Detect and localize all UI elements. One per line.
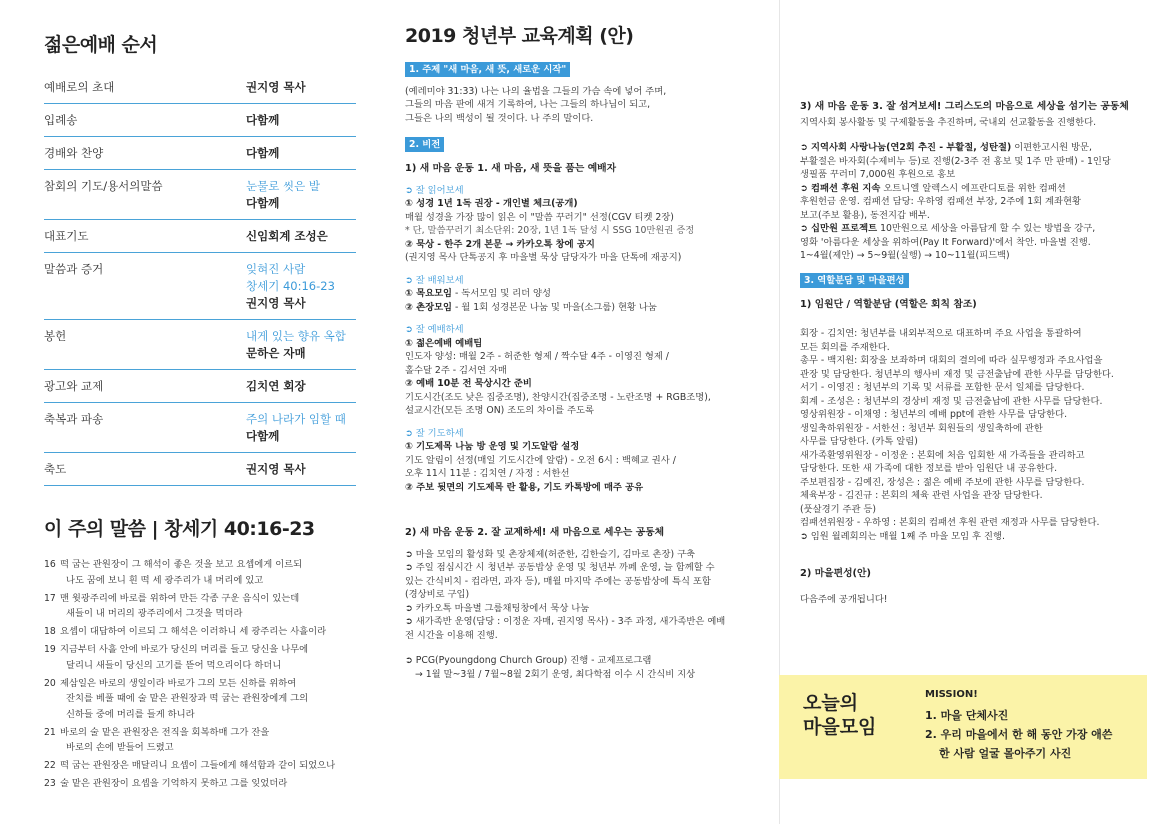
role-line: 영상위원장 - 이채영 : 청년부의 예배 ppt에 관한 사무를 담당한다.	[800, 409, 1068, 420]
quote-line: 그들의 마음 판에 새겨 기록하여, 나는 그들의 하나님이 되고,	[405, 99, 651, 110]
order-label: 경배와 찬양	[44, 146, 104, 160]
order-values	[246, 461, 356, 478]
verse-number: 16	[44, 559, 56, 570]
order-values	[246, 79, 356, 96]
order-value: 다함께	[246, 429, 280, 443]
order-row	[44, 370, 356, 403]
order-value: 눈물로 씻은 발	[246, 179, 320, 193]
role-line: 새가족환영위원장 - 이정운 : 본회에 처음 입회한 새 가족들을 관리하고	[800, 449, 1085, 461]
roles-badge: 3. 역할분담 및 마을편성	[800, 273, 909, 288]
verse-text	[60, 624, 356, 640]
order-title: 젊은예배 순서	[44, 34, 158, 56]
thou-line-3: 1~4월(제안) → 5~9월(실행) → 10~11월(피드백)	[800, 250, 1010, 261]
worship-item-2b: 설교시간(모든 조명 ON) 조도의 차이를 주도록	[405, 405, 594, 416]
pcg-line-1: ➲ PCG(Pyoungdong Church Group) 진행 - 교제프로그램	[405, 655, 652, 666]
plan-title: 2019 청년부 교육계획 (안)	[405, 25, 634, 47]
village-heading: 2) 마을편성(안)	[800, 568, 871, 579]
worship-heading: ➲ 잘 예배하세	[405, 324, 464, 335]
verse-line: 나도 꿈에 보니 흰 떡 세 광주리가 내 머리에 있고	[66, 574, 264, 586]
read-item-1: ① 성경 1년 1독 권장 - 개인별 체크(공개)	[405, 198, 578, 209]
verse-item	[44, 758, 356, 774]
role-line: 회장 - 김치연: 청년부를 내외부적으로 대표하며 주요 사업을 통괄하여	[800, 328, 1082, 339]
quote-line: (예레미야 31:33) 나는 나의 율법을 그들의 가슴 속에 넣어 주며,	[405, 85, 667, 97]
learn-heading: ➲ 잘 배워보세	[405, 274, 464, 286]
verse-line: 잔치를 베풀 때에 술 맡은 관원장과 떡 굽는 관원장에게 그의	[66, 693, 309, 704]
verse-line: 바로의 손에 받들어 드렸고	[66, 742, 174, 753]
order-value: 잊혀진 사람	[246, 262, 306, 276]
verse-item	[44, 642, 356, 673]
verse-line: 달리니 새들이 당신의 고기를 뜯어 먹으리이다 하더니	[66, 659, 282, 671]
local-line-3: 생필품 꾸러미 7,000원 후원으로 홍보	[800, 169, 956, 180]
order-value: 다함께	[246, 196, 280, 210]
order-values	[246, 145, 356, 162]
movement2-heading: 2) 새 마음 운동 2. 잘 교제하세! 새 마음으로 세우는 공동체	[405, 527, 665, 538]
local-text: 이편한고시원 방문,	[1011, 142, 1092, 153]
order-value: 신임회계 조성은	[246, 229, 328, 243]
order-column	[44, 30, 356, 794]
order-label: 봉헌	[44, 329, 67, 343]
order-label: 축도	[44, 462, 67, 476]
order-row	[44, 320, 356, 370]
order-row	[44, 253, 356, 320]
pray-item-1a: 기도 알림이 선정(매일 기도시간에 알람) - 오전 6시 : 백혜교 권사 /	[405, 454, 676, 466]
roles-list	[800, 327, 1136, 530]
order-value: 권지영 목사	[246, 462, 306, 476]
verse-text	[60, 776, 356, 792]
vision-badge: 2. 비전	[405, 137, 444, 152]
village-text: 다음주에 공개됩니다!	[800, 593, 888, 605]
learn-item-2	[405, 301, 767, 315]
role-line: 체육부장 - 김진규 : 본회의 체육 관련 사업을 관장 담당한다.	[800, 490, 1043, 501]
mission-item-1: 1. 마을 단체사진	[925, 709, 1009, 722]
worship-item-1a: 인도자 양성: 매월 2주 - 허준한 형제 / 짝수달 4주 - 이영진 형제 /	[405, 351, 669, 362]
order-table	[44, 71, 356, 486]
verse-line: 술 맡은 관원장이 요셉을 기억하지 못하고 그를 잊었더라	[60, 778, 288, 789]
mission-item-3: 한 사람 얼굴 몰아주기 사진	[939, 747, 1072, 760]
learn-item-1-text: - 독서모임 및 리더 양성	[452, 288, 552, 299]
learn-item-2-text: - 월 1회 성경본문 나눔 및 마을(소그룹) 현황 나눔	[452, 301, 657, 313]
verse-text	[60, 676, 356, 723]
comp-text: 오트니엘 알렉스시 에프란디토를 위한 컴패션	[880, 182, 1066, 194]
order-values	[246, 261, 356, 312]
verse-text	[60, 557, 356, 588]
thou-line-1	[800, 222, 1136, 236]
theme-quote	[405, 85, 767, 126]
order-label: 광고와 교제	[44, 379, 104, 393]
verse-line: 맨 윗광주리에 바로를 위하여 만든 각종 구운 음식이 있는데	[60, 592, 300, 604]
local-line-1	[800, 141, 1136, 155]
mission-box-title	[803, 691, 876, 739]
order-values	[246, 411, 356, 445]
thou-text: 10만원으로 세상을 아름답게 할 수 있는 방법을 강구,	[877, 223, 1096, 234]
order-values	[246, 378, 356, 395]
role-line: 주보편집장 - 김예진, 장성은 : 젊은 예배 주보에 관한 사무를 담당한다.	[800, 476, 1085, 488]
verse-line: 요셉이 대답하여 이르되 그 해석은 이러하니 세 광주리는 사흘이라	[60, 626, 327, 637]
worship-item-1b: 홀수달 2주 - 김서연 자매	[405, 364, 507, 376]
worship-item-2a: 기도시간(조도 낮은 집중조명), 찬양시간(집중조명 - 노란조명 + RGB조명),	[405, 391, 711, 403]
verse-line: 떡 굽는 관원장은 매달리니 요셉이 그들에게 해석함과 같이 되었으나	[60, 760, 336, 771]
verse-number: 21	[44, 726, 56, 738]
order-row	[44, 170, 356, 220]
order-label: 참회의 기도/용서의말씀	[44, 179, 163, 193]
order-label: 예배로의 초대	[44, 80, 115, 94]
learn-item-1-title: ① 목요모임	[405, 288, 453, 299]
verse-line: 새들이 내 머리의 광주리에서 그것을 먹더라	[66, 608, 243, 619]
order-row	[44, 71, 356, 104]
verse-number: 18	[44, 626, 56, 637]
read-item-2: ② 묵상 - 한주 2개 본문 → 카카오톡 창에 공지	[405, 238, 595, 250]
movement3-intro: 지역사회 봉사활동 및 구제활동을 추진하며, 국내외 선교활동을 진행한다.	[800, 116, 1097, 128]
verse-number: 23	[44, 778, 56, 789]
read-item-1b: * 단, 말씀꾸러기 최소단위: 20장, 1년 1독 달성 시 SSG 10만원권 증정	[405, 225, 695, 236]
role-line: 회계 - 조성은 : 청년부의 경상비 재정 및 금전출납에 관한 사무를 담당한다.	[800, 395, 1103, 407]
verse-text	[60, 725, 356, 756]
role-line: 사무를 담당한다. (카톡 알림)	[800, 436, 918, 447]
verse-line: 신하들 중에 머리를 들게 하니라	[66, 708, 195, 720]
verse-line: 떡 굽는 관원장이 그 해석이 좋은 것을 보고 요셉에게 이르되	[60, 559, 303, 570]
movement2-line: ➲ 주일 점심시간 시 청년부 공동밥상 운영 및 청년부 까페 운영, 늘 함께할 수	[405, 562, 715, 573]
verse-number: 17	[44, 592, 56, 604]
verse-number: 19	[44, 644, 56, 655]
verse-number: 22	[44, 760, 56, 771]
movement3-heading: 3) 새 마음 운동 3. 잘 섬겨보세! 그리스도의 마음으로 세상을 섬기는 공동체	[800, 101, 1129, 112]
comp-heading: ➲ 컴패션 후원 지속	[800, 182, 881, 194]
pray-heading: ➲ 잘 기도하세	[405, 427, 464, 439]
worship-item-1: ① 젊은예배 예배팀	[405, 337, 483, 349]
local-heading: ➲ 지역사회 사랑나눔(연2회 추진 - 부활절, 성탄절)	[800, 142, 1012, 153]
read-item-2a: (권지영 목사 단톡공지 후 마을별 묵상 담당자가 마을 단톡에 재공지)	[405, 252, 682, 263]
order-values	[246, 112, 356, 129]
role-line: 총무 - 백지원: 회장을 보좌하며 대회의 결의에 따라 실무행정과 주요사업을	[800, 355, 1103, 366]
movement2-line: ➲ 카카오톡 마을별 그룹채팅창에서 묵상 나눔	[405, 602, 590, 614]
pray-item-2: ② 주보 뒷면의 기도제목 란 활용, 기도 카톡방에 매주 공유	[405, 481, 644, 493]
verse-number: 20	[44, 677, 56, 689]
verse-line: 지금부터 사흘 안에 바로가 당신의 머리를 들고 당신을 나무에	[60, 644, 309, 655]
role-line: 서기 - 이영진 : 청년부의 기록 및 서류를 포함한 문서 일체를 담당한다.	[800, 382, 1085, 393]
order-row	[44, 137, 356, 170]
order-label: 축복과 파송	[44, 412, 104, 426]
plan-column	[405, 25, 767, 681]
learn-item-2-title: ② 촌장모임	[405, 301, 453, 313]
order-value: 주의 나라가 임할 때	[246, 412, 346, 426]
movement2-line: ➲ 새가족반 운영(담당 : 이정운 자매, 권지영 목사) - 3주 과정, 새가족반은 예배	[405, 616, 726, 627]
verse-list	[44, 557, 356, 792]
verse-text	[60, 642, 356, 673]
role-line: 컴패션위원장 - 우하영 : 본회의 컴패션 후원 관련 재정과 사무를 담당한다.	[800, 517, 1100, 528]
pray-item-1: ① 기도제목 나눔 방 운영 및 기도알람 설정	[405, 441, 580, 452]
roles-heading: 1) 임원단 / 역할분담 (역할은 회칙 참조)	[800, 298, 977, 310]
thou-line-2: 영화 '아름다운 세상을 위하여(Pay It Forward)'에서 착안. 마을별 진행.	[800, 236, 1091, 248]
order-value: 권지영 목사	[246, 296, 306, 310]
order-label: 대표기도	[44, 229, 89, 243]
learn-item-1	[405, 287, 767, 301]
order-value: 내게 있는 향유 옥합	[246, 329, 346, 343]
movement2-line: 있는 간식비치 - 컵라면, 과자 등), 매월 마지막 주에는 공동밥상에 특식 포함	[405, 575, 711, 587]
read-heading: ➲ 잘 읽어보세	[405, 184, 464, 196]
mission-title-line-1: 오늘의	[803, 692, 859, 714]
order-value: 다함께	[246, 146, 280, 160]
verse-item	[44, 776, 356, 792]
comp-line-3: 보고(주보 활용), 동전지갑 배부.	[800, 209, 930, 221]
order-label: 입례송	[44, 113, 78, 127]
role-line: 생일축하위원장 - 서한선 : 청년부 회원들의 생일축하에 관한	[800, 422, 1043, 434]
mission-label: MISSION!	[925, 689, 978, 700]
mission-title-line-2: 마을모임	[803, 716, 877, 738]
verse-item	[44, 557, 356, 588]
quote-line: 그들은 나의 백성이 될 것이다. 나 주의 말이다.	[405, 112, 594, 124]
mission-list	[925, 689, 1135, 763]
role-line: 담당한다. 또한 새 가족에 대한 정보를 받아 임원단 내 공유한다.	[800, 463, 1058, 474]
role-line: 관장 및 담당한다. 청년부의 행사비 재정 및 금전출납에 관한 사무를 담당한다.	[800, 368, 1114, 380]
order-label: 말씀과 증거	[44, 262, 104, 276]
movement2-line: 전 시간을 이용해 진행.	[405, 629, 498, 641]
verse-line: 바로의 술 맡은 관원장은 전직을 회복하매 그가 잔을	[60, 726, 270, 738]
role-line: (풋살경기 주관 등)	[800, 503, 877, 515]
order-value: 다함께	[246, 113, 280, 127]
order-row	[44, 403, 356, 453]
order-values	[246, 178, 356, 212]
verse-title: 이 주의 말씀 | 창세기 40:16-23	[44, 518, 315, 540]
movement2-line: (경상비로 구입)	[405, 589, 470, 600]
verse-item	[44, 725, 356, 756]
order-row	[44, 220, 356, 253]
order-row	[44, 104, 356, 137]
order-row	[44, 453, 356, 486]
verse-item	[44, 676, 356, 723]
movement2-line: ➲ 마을 모임의 활성화 및 촌장체제(허준한, 김한슬기, 김마로 촌장) 구축	[405, 548, 696, 560]
verse-text	[60, 758, 356, 774]
roles-last: ➲ 임원 월례회의는 매월 1째 주 마을 모임 후 진행.	[800, 530, 1005, 542]
read-item-1a: 매월 성경을 가장 많이 읽은 이 "말씀 꾸러기" 선정(CGV 티켓 2장)	[405, 211, 674, 223]
order-value: 권지영 목사	[246, 80, 306, 94]
verse-item	[44, 624, 356, 640]
movement1-heading: 1) 새 마음 운동 1. 새 마음, 새 뜻을 품는 예배자	[405, 163, 617, 174]
mission-box	[779, 675, 1147, 779]
order-value: 문하은 자매	[246, 346, 306, 360]
verse-item	[44, 591, 356, 622]
order-values	[246, 228, 356, 245]
role-line: 모든 회의를 주재한다.	[800, 341, 890, 353]
comp-line-2: 후원헌금 운영. 컴패션 담당: 우하영 컴패션 부장, 2주에 1회 계좌현황	[800, 196, 1081, 207]
verse-text	[60, 591, 356, 622]
pray-item-1b: 오후 11시 11분 : 김치연 / 자정 : 서한선	[405, 468, 570, 479]
plan-column-2	[800, 100, 1136, 606]
order-value: 창세기 40:16-23	[246, 279, 335, 293]
thou-heading: ➲ 십만원 프로젝트	[800, 223, 878, 234]
local-line-2: 부활절은 바자회(수제비누 등)로 진행(2-3주 전 홍보 및 1주 만 판매) - 1인당	[800, 155, 1111, 167]
worship-item-2: ② 예배 10분 전 묵상시간 준비	[405, 378, 532, 389]
comp-line-1	[800, 182, 1136, 196]
mission-item-2: 2. 우리 마을에서 한 해 동안 가장 애쓴	[925, 728, 1113, 741]
order-value: 김치연 회장	[246, 379, 306, 393]
order-values	[246, 328, 356, 362]
theme-badge: 1. 주제 "새 마음, 새 뜻, 새로운 시작"	[405, 62, 570, 77]
verse-line: 제삼일은 바로의 생일이라 바로가 그의 모든 신하를 위하여	[60, 677, 297, 689]
pcg-line-2: → 1월 말~3월 / 7월~8월 2회기 운영, 최다학점 이수 시 간식비 지상	[415, 668, 696, 680]
